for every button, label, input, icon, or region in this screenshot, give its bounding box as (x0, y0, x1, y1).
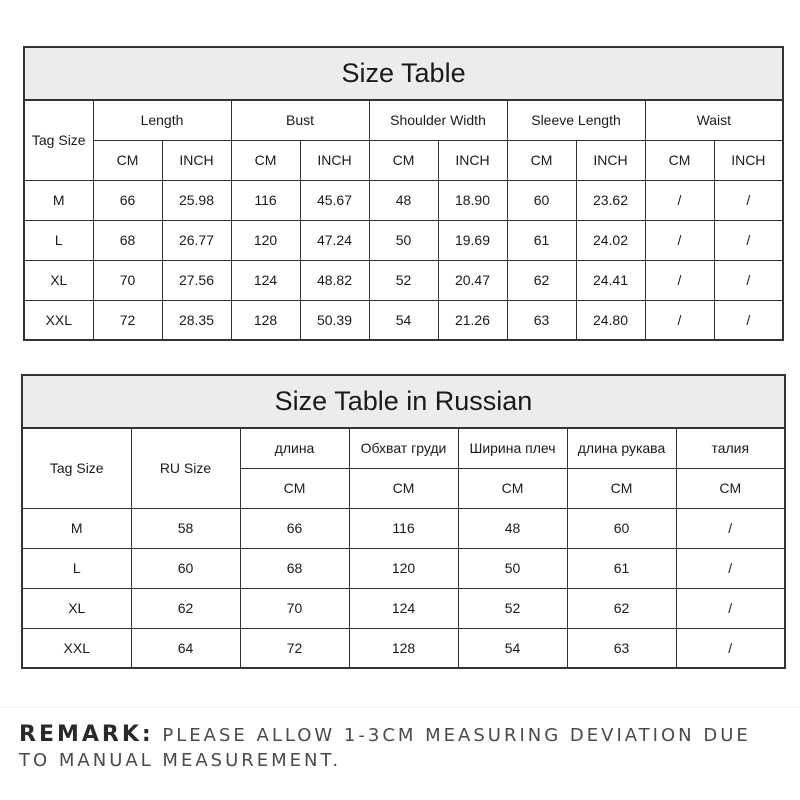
table-row (24, 300, 783, 340)
table-cell: 54 (458, 628, 567, 668)
table-cell: 120 (231, 220, 300, 260)
table-cell: 61 (567, 548, 676, 588)
table-cell: 124 (231, 260, 300, 300)
table-cell: 20.47 (438, 260, 507, 300)
table-cell: 52 (458, 588, 567, 628)
tag-size-header: Tag Size (24, 100, 93, 180)
table-cell: 62 (131, 588, 240, 628)
size-table-body (24, 180, 783, 340)
unit-cm-header: CM (369, 140, 438, 180)
size-label-cell: XL (22, 588, 131, 628)
table-cell: 47.24 (300, 220, 369, 260)
unit-inch-header: INCH (714, 140, 783, 180)
table-cell: 48.82 (300, 260, 369, 300)
table-cell: 27.56 (162, 260, 231, 300)
table-cell: 63 (567, 628, 676, 668)
table-cell: 60 (131, 548, 240, 588)
unit-cm-header: CM (507, 140, 576, 180)
table-cell: 70 (240, 588, 349, 628)
unit-cm-header: CM (240, 468, 349, 508)
table-row (24, 260, 783, 300)
table-cell: 120 (349, 548, 458, 588)
size-label-cell: XXL (22, 628, 131, 668)
remark-label: REMARK: (19, 722, 154, 747)
table-cell: 48 (458, 508, 567, 548)
table-cell: 58 (131, 508, 240, 548)
russian-size-table-body (22, 508, 785, 668)
length-ru-header: длина (240, 428, 349, 468)
size-label-cell: XXL (24, 300, 93, 340)
table-cell: 60 (507, 180, 576, 220)
table-cell: 70 (93, 260, 162, 300)
chest-ru-header: Обхват груди (349, 428, 458, 468)
table-cell: 24.02 (576, 220, 645, 260)
table-cell: 18.90 (438, 180, 507, 220)
table-cell: 68 (240, 548, 349, 588)
table-cell: 28.35 (162, 300, 231, 340)
unit-inch-header: INCH (300, 140, 369, 180)
table-cell: 60 (567, 508, 676, 548)
size-label-cell: L (24, 220, 93, 260)
table-cell: / (676, 508, 785, 548)
table-cell: 50.39 (300, 300, 369, 340)
table-cell: 19.69 (438, 220, 507, 260)
remark-text: PLEASE ALLOW 1-3CM MEASURING DEVIATION DUE TO MANUAL MEASUREMENT. (19, 725, 751, 771)
table-cell: 68 (93, 220, 162, 260)
sleeve-ru-header: длина рукава (567, 428, 676, 468)
table-cell: / (645, 180, 714, 220)
table-row (22, 588, 785, 628)
table-cell: / (645, 300, 714, 340)
table-row (22, 628, 785, 668)
table-cell: / (645, 260, 714, 300)
table-cell: 128 (231, 300, 300, 340)
table-cell: 63 (507, 300, 576, 340)
table-cell: 45.67 (300, 180, 369, 220)
table-row (24, 180, 783, 220)
russian-size-table (21, 374, 786, 669)
size-label-cell: L (22, 548, 131, 588)
table-cell: 54 (369, 300, 438, 340)
table-cell: 26.77 (162, 220, 231, 260)
size-label-cell: M (22, 508, 131, 548)
size-table (23, 46, 784, 341)
table-cell: 21.26 (438, 300, 507, 340)
size-label-cell: M (24, 180, 93, 220)
size-table-title: Size Table (24, 47, 783, 100)
table-cell: 61 (507, 220, 576, 260)
shoulder-ru-header: Ширина плеч (458, 428, 567, 468)
russian-size-table-title: Size Table in Russian (22, 375, 785, 428)
table-cell: 62 (567, 588, 676, 628)
table-cell: 23.62 (576, 180, 645, 220)
unit-cm-header: CM (231, 140, 300, 180)
table-cell: 124 (349, 588, 458, 628)
table-cell: / (714, 220, 783, 260)
table-cell: 116 (349, 508, 458, 548)
table-cell: / (714, 180, 783, 220)
unit-inch-header: INCH (162, 140, 231, 180)
table-cell: 48 (369, 180, 438, 220)
unit-cm-header: CM (645, 140, 714, 180)
bust-header: Bust (231, 100, 369, 140)
divider (0, 707, 800, 708)
table-cell: 50 (369, 220, 438, 260)
table-cell: / (645, 220, 714, 260)
table-cell: / (676, 548, 785, 588)
table-cell: / (714, 300, 783, 340)
table-cell: 52 (369, 260, 438, 300)
table-cell: 62 (507, 260, 576, 300)
table-cell: 66 (240, 508, 349, 548)
table-row (24, 220, 783, 260)
unit-cm-header: CM (93, 140, 162, 180)
unit-cm-header: CM (567, 468, 676, 508)
table-cell: 72 (240, 628, 349, 668)
table-cell: 50 (458, 548, 567, 588)
table-cell: 24.80 (576, 300, 645, 340)
table-cell: / (714, 260, 783, 300)
tag-size-header: Tag Size (22, 428, 131, 508)
ru-size-header: RU Size (131, 428, 240, 508)
waist-ru-header: талия (676, 428, 785, 468)
table-row (22, 548, 785, 588)
table-cell: / (676, 628, 785, 668)
unit-inch-header: INCH (438, 140, 507, 180)
table-cell: 66 (93, 180, 162, 220)
shoulder-width-header: Shoulder Width (369, 100, 507, 140)
unit-cm-header: CM (458, 468, 567, 508)
table-cell: 64 (131, 628, 240, 668)
size-label-cell: XL (24, 260, 93, 300)
sleeve-length-header: Sleeve Length (507, 100, 645, 140)
table-row (22, 508, 785, 548)
table-cell: 24.41 (576, 260, 645, 300)
waist-header: Waist (645, 100, 783, 140)
remark-note (19, 722, 789, 773)
unit-cm-header: CM (349, 468, 458, 508)
unit-cm-header: CM (676, 468, 785, 508)
table-cell: 128 (349, 628, 458, 668)
table-cell: 116 (231, 180, 300, 220)
table-cell: 72 (93, 300, 162, 340)
table-cell: 25.98 (162, 180, 231, 220)
table-cell: / (676, 588, 785, 628)
length-header: Length (93, 100, 231, 140)
unit-inch-header: INCH (576, 140, 645, 180)
